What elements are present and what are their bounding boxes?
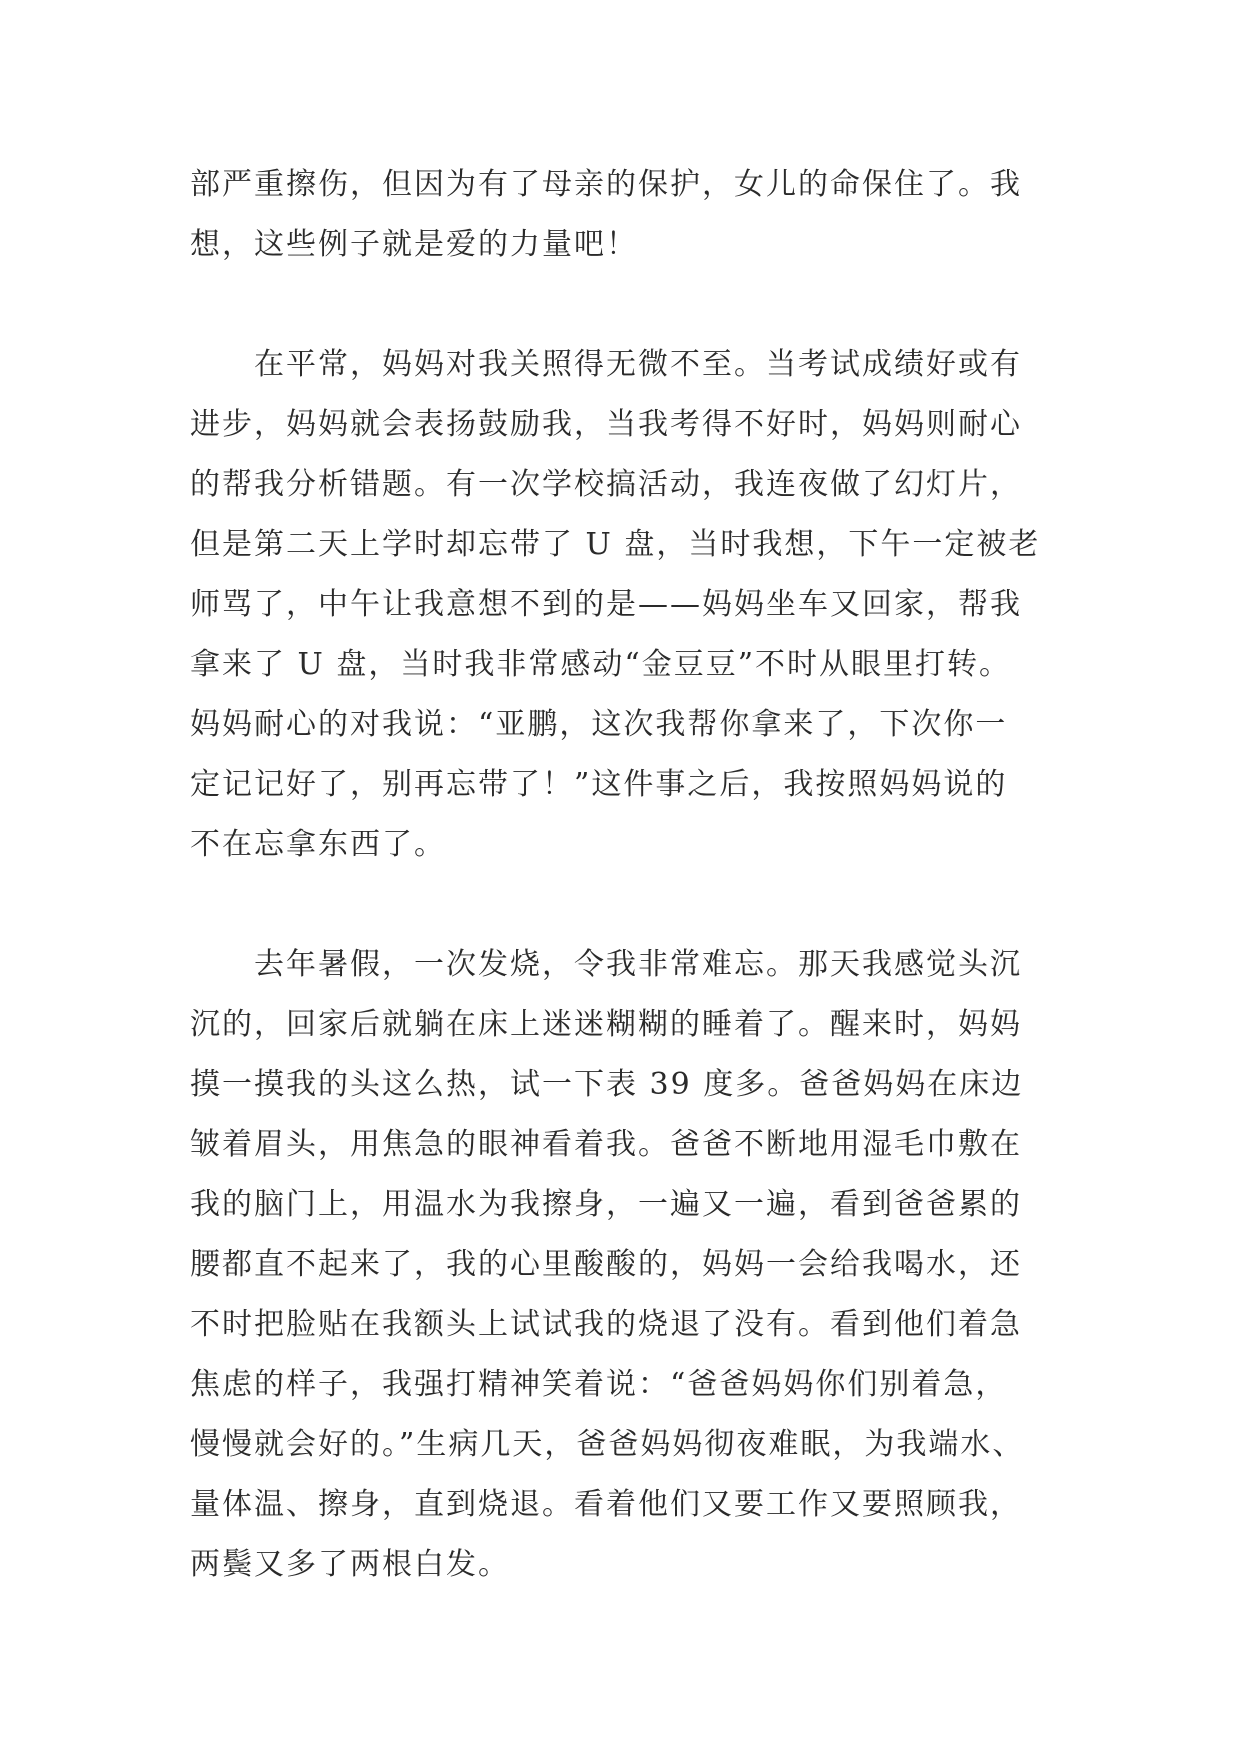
text-line: 量体温、擦身，直到烧退。看着他们又要工作又要照顾我， bbox=[190, 1487, 1022, 1522]
text-line: 焦虑的样子，我强打精神笑着说：“爸爸妈妈你们别着急， bbox=[190, 1367, 1008, 1402]
text-line: 慢慢就会好的。”生病几天，爸爸妈妈彻夜难眠，为我端水、 bbox=[190, 1427, 1025, 1462]
text-line: 我的脑门上，用温水为我擦身，一遍又一遍，看到爸爸累的 bbox=[190, 1187, 1022, 1222]
text-line: 但是第二天上学时却忘带了 U 盘，当时我想，下午一定被老 bbox=[190, 527, 1041, 562]
text-line: 不时把脸贴在我额头上试试我的烧退了没有。看到他们着急 bbox=[190, 1307, 1022, 1342]
paragraph bbox=[190, 335, 1070, 875]
text-line: 两鬓又多了两根白发。 bbox=[190, 1547, 510, 1582]
document-body bbox=[190, 155, 1070, 1595]
text-line: 腰都直不起来了，我的心里酸酸的，妈妈一会给我喝水，还 bbox=[190, 1247, 1022, 1282]
text-line: 部严重擦伤，但因为有了母亲的保护，女儿的命保住了。我 bbox=[190, 167, 1022, 202]
text-line: 在平常，妈妈对我关照得无微不至。当考试成绩好或有 bbox=[190, 347, 1022, 382]
text-line: 沉的，回家后就躺在床上迷迷糊糊的睡着了。醒来时，妈妈 bbox=[190, 1007, 1022, 1042]
paragraph bbox=[190, 935, 1070, 1595]
text-line: 摸一摸我的头这么热，试一下表 39 度多。爸爸妈妈在床边 bbox=[190, 1067, 1024, 1102]
paragraph-spacer bbox=[190, 875, 1070, 935]
text-line: 皱着眉头，用焦急的眼神看着我。爸爸不断地用湿毛巾敷在 bbox=[190, 1127, 1022, 1162]
text-line: 进步，妈妈就会表扬鼓励我，当我考得不好时，妈妈则耐心 bbox=[190, 407, 1022, 442]
text-line: 妈妈耐心的对我说：“亚鹏，这次我帮你拿来了，下次你一 bbox=[190, 707, 1008, 742]
text-line: 不在忘拿东西了。 bbox=[190, 827, 446, 862]
paragraph-spacer bbox=[190, 275, 1070, 335]
text-line: 拿来了 U 盘，当时我非常感动“金豆豆”不时从眼里打转。 bbox=[190, 647, 1012, 682]
text-line: 定记记好了，别再忘带了！”这件事之后，我按照妈妈说的 bbox=[190, 767, 1008, 802]
text-line: 去年暑假，一次发烧，令我非常难忘。那天我感觉头沉 bbox=[190, 947, 1022, 982]
text-line: 想，这些例子就是爱的力量吧！ bbox=[190, 227, 638, 262]
text-line: 师骂了，中午让我意想不到的是——妈妈坐车又回家，帮我 bbox=[190, 587, 1022, 622]
text-line: 的帮我分析错题。有一次学校搞活动，我连夜做了幻灯片， bbox=[190, 467, 1022, 502]
paragraph bbox=[190, 155, 1070, 275]
